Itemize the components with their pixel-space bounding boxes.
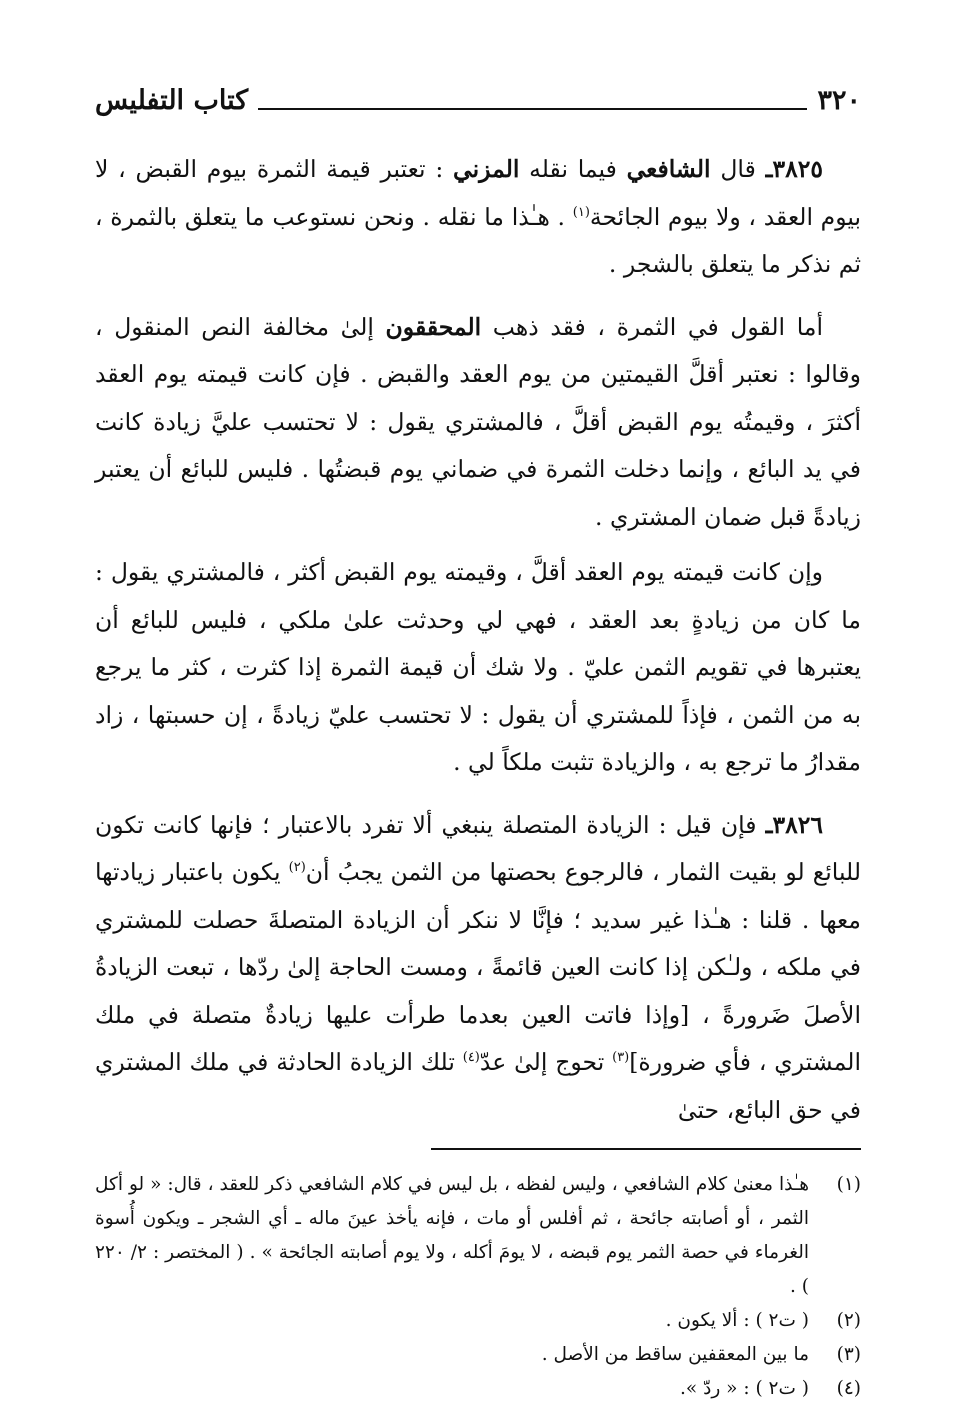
text-run: أما القول في الثمرة ، فقد ذهب <box>481 312 823 341</box>
issue-number: ٣٨٢٥ـ <box>765 155 823 183</box>
footnote-ref[interactable]: (٢) <box>288 860 306 876</box>
paragraph-lower-value: وإن كانت قيمته يوم العقد أقلَّ ، وقيمته يوم القبض أكثر ، فالمشتري يقول : ما كان من زيادةٍ بعد العقد ، فهي لي وحدثت علىٰ ملكي ، فليس للبائع أن يعتبرها في تقويم الثمن عليّ . ولا شك أن قيمة الثمرة إذا كثرت ، كثر ما يرجع به من الثمن ، فإذاً للمشتري أن يقول : لا تحتسب عليّ زيادةً ، إن حسبتها ، زاد مقدارُ ما ترجع به ، والزيادة تثبت ملكاً لي . <box>95 558 861 776</box>
footnote-divider <box>431 1148 861 1150</box>
main-text <box>95 146 861 1134</box>
footnote-number: (٢) <box>836 1310 861 1331</box>
text-run: يكون باعتبار زيادتها معها . قلنا : هـٰذا غير سديد ؛ فإنَّا لا ننكر أن الزيادة المتصلةَ حصلت للمشتري في ملكه ، ولـٰكن إذا كانت العين قائمةً ، ومست الحاجة إلىٰ ردّها ، تبعت الزيادةُ الأصلَ ضَرورةً ، [وإذا فاتت العين بعدما طرأت عليها زيادةٌ متصلة في ملك المشتري ، فأي ضرورة] <box>95 858 861 1076</box>
text-run: تحوج إلىٰ عدّ <box>479 1048 613 1076</box>
footnote-ref[interactable]: (٤) <box>462 1050 480 1066</box>
footnote-item <box>95 1372 861 1406</box>
footnote-text: ما بين المعقفين ساقط من الأصل . <box>541 1344 809 1365</box>
book-title: كتاب التفليس <box>95 85 249 116</box>
text-run: تلك الزيادة الحادثة في ملك المشتري في حق البائع، حتىٰ <box>95 1048 861 1124</box>
text-run: . هـٰذا ما نقله . ونحن نستوعب ما يتعلق بالثمرة ، ثم نذكر ما يتعلق بالشجر . <box>95 202 861 278</box>
bold-name: الشافعي <box>626 155 711 183</box>
footnote-ref[interactable]: (٣) <box>612 1050 630 1066</box>
footnote-text: ( ت٢ ) : ألا يكون . <box>665 1310 809 1331</box>
paragraph-3825 <box>95 146 861 289</box>
footnotes <box>95 1168 861 1406</box>
page-header <box>95 78 861 114</box>
text-run: : تعتبر قيمة الثمرة بيوم القبض ، لا بيوم العقد ، ولا بيوم الجائحة <box>95 155 862 231</box>
bold-name: المزني <box>453 155 520 183</box>
footnote-number: (٤) <box>836 1378 861 1399</box>
page-number: ٣٢٠ <box>817 85 861 116</box>
text-run: فإن قيل : الزيادة المتصلة ينبغي ألا تفرد بالاعتبار ؛ فإنها كانت تكون للبائع لو بقيت الثمار ، فالرجوع بحصتها من الثمن يجبُ أن <box>95 810 861 886</box>
footnote-text: هـٰذا معنىٰ كلام الشافعي ، وليس لفظه ، بل ليس في كلام الشافعي ذكر للعقد ، قال: « لو أكل الثمر ، أو أصابته جائحة ، ثم أفلس أو مات ، فإنه يأخذ عينَ ماله ـ أي الشجر ـ ويكون أُسوة الغرماء في حصة الثمر يوم قبضه ، لا يومَ أكله ، ولا يوم أصابته الجائحة » . ( المختصر : ٢/ ٢٢٠ ) . <box>95 1174 809 1297</box>
paragraph-3826 <box>95 802 861 1135</box>
footnote-item <box>95 1304 861 1338</box>
footnote-item <box>95 1168 861 1304</box>
bold-term: المحققون <box>385 312 482 341</box>
footnote-number: (١) <box>836 1174 861 1195</box>
text-run: فيما نقله <box>519 155 627 183</box>
text-run: قال <box>710 155 766 183</box>
footnote-item <box>95 1338 861 1372</box>
header-rule <box>258 108 807 110</box>
footnote-text: ( ت٢ ) : « ردّ ». <box>680 1378 809 1399</box>
issue-number: ٣٨٢٦ـ <box>765 810 823 839</box>
footnote-number: (٣) <box>836 1344 861 1365</box>
footnote-ref[interactable]: (١) <box>572 204 590 220</box>
text-run: إلىٰ مخالفة النص المنقول ، وقالوا : نعتبر أقلَّ القيمتين من يوم العقد والقبض . فإن كانت قيمته يوم العقد أكثرَ ، وقيمتُه يوم القبض أقلَّ ، فالمشتري يقول : لا تحتسب عليَّ زيادة كانت في يد البائع ، وإنما دخلت الثمرة في ضماني يوم قبضتُها . فليس للبائع أن يعتبر زيادةً قبل ضمان المشتري . <box>95 312 861 531</box>
paragraph-fruit <box>95 304 861 542</box>
